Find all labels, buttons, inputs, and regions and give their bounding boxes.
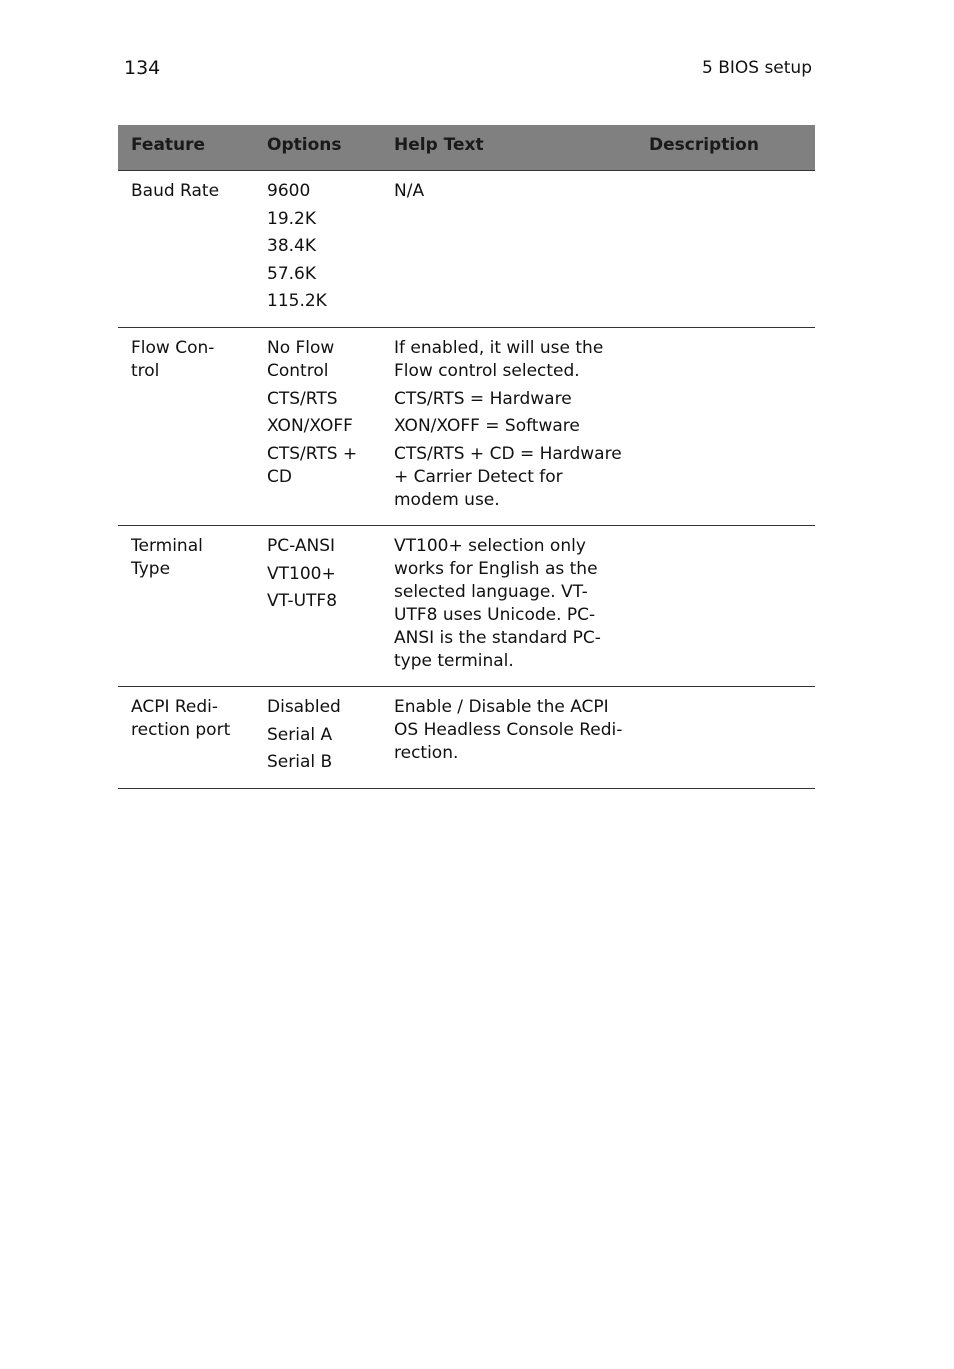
- feature-cell: [131, 535, 256, 586]
- feature-cell: [131, 337, 256, 388]
- option-item: VT-UTF8: [267, 591, 338, 611]
- help-cell: [394, 535, 634, 678]
- feature-label: ACPI Redi- rection port: [131, 697, 231, 740]
- option-item: PC-ANSI: [267, 536, 336, 556]
- help-text: CTS/RTS + CD = Hardware + Carrier Detect for modem use.: [394, 443, 622, 510]
- option-item: 19.2K: [267, 208, 316, 229]
- help-text: If enabled, it will use the Flow control selected.: [394, 338, 604, 381]
- option-item: 38.4K: [267, 236, 316, 256]
- option-item: 57.6K: [267, 263, 316, 284]
- option-item: VT100+: [267, 563, 336, 584]
- help-cell: [394, 696, 634, 770]
- help-cell: [394, 180, 634, 208]
- option-item: 9600: [267, 181, 311, 201]
- option-item: CTS/RTS + CD: [267, 443, 358, 487]
- help-cell: [394, 337, 634, 516]
- table-row: [118, 328, 815, 526]
- header-help-text: Help Text: [394, 135, 484, 155]
- chapter-title: 5 BIOS setup: [701, 58, 812, 78]
- option-item: CTS/RTS: [267, 388, 338, 409]
- header-options: Options: [267, 135, 342, 155]
- bios-settings-table: [118, 125, 815, 789]
- table-row: [118, 526, 815, 687]
- page-number: 134: [124, 57, 161, 79]
- option-item: 115.2K: [267, 291, 327, 311]
- option-item: Disabled: [267, 697, 341, 717]
- help-text: CTS/RTS = Hardware: [394, 388, 572, 409]
- option-item: Serial B: [267, 752, 333, 772]
- header-description: Description: [649, 135, 759, 155]
- help-text: XON/XOFF = Software: [394, 416, 580, 436]
- option-item: No Flow Control: [267, 338, 335, 381]
- help-text: VT100+ selection only works for English as the selected language. VT- UTF8 uses Unicode. PC- ANSI is the standard PC- type terminal.: [394, 536, 601, 671]
- options-cell: [267, 696, 385, 779]
- help-text: N/A: [394, 181, 425, 201]
- help-text: Enable / Disable the ACPI OS Headless Console Redi- rection.: [394, 697, 623, 763]
- option-item: Serial A: [267, 724, 333, 745]
- table-header: [118, 125, 815, 171]
- header-feature: Feature: [131, 135, 206, 155]
- option-item: XON/XOFF: [267, 416, 353, 436]
- options-cell: [267, 535, 385, 618]
- options-cell: [267, 337, 385, 493]
- feature-label: Baud Rate: [131, 181, 220, 201]
- feature-label: Flow Con- trol: [131, 338, 215, 381]
- feature-cell: [131, 696, 256, 747]
- feature-label: Terminal Type: [131, 536, 203, 579]
- feature-cell: [131, 180, 256, 208]
- table-row: [118, 687, 815, 789]
- table-row: [118, 171, 815, 328]
- options-cell: [267, 180, 385, 318]
